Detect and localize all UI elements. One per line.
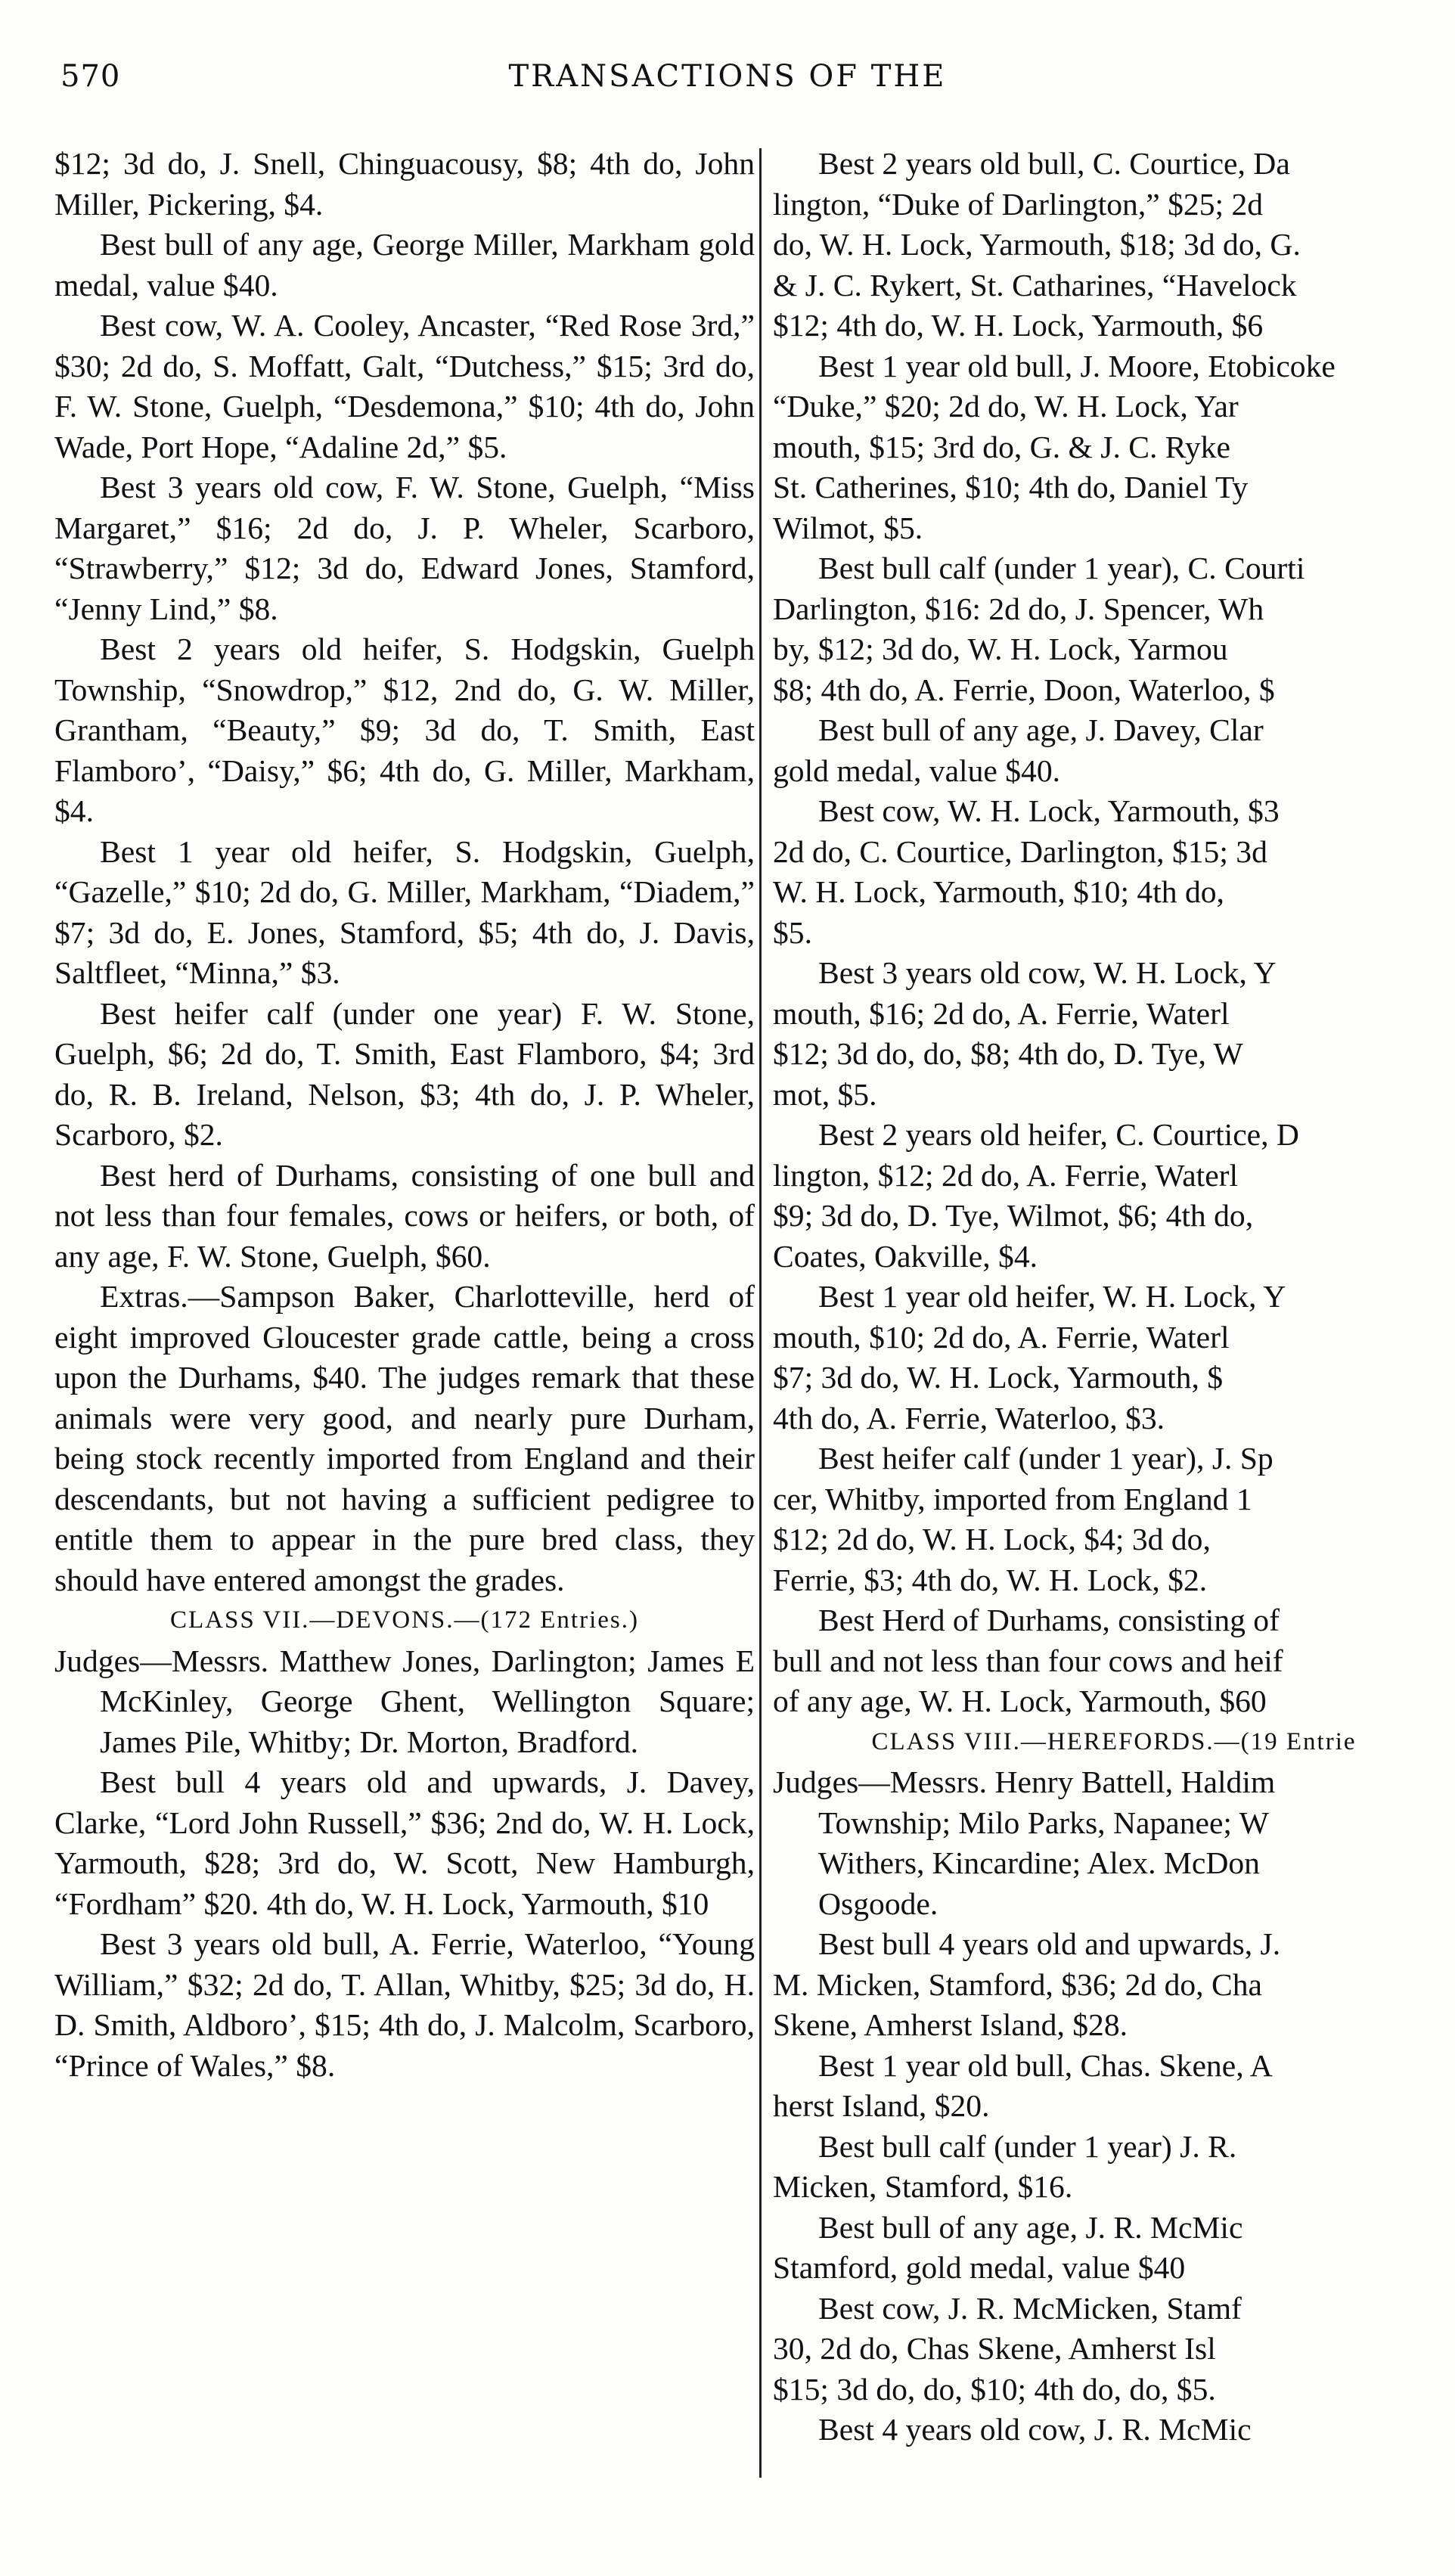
paragraph: Best cow, J. R. McMicken, Stamf <box>818 2290 1242 2326</box>
paragraph: St. Catherines, $10; 4th do, Daniel Ty <box>773 470 1249 504</box>
paragraph: $12; 4th do, W. H. Lock, Yarmouth, $6 <box>773 308 1264 343</box>
paragraph: Best bull calf (under 1 year) J. R. <box>818 2128 1237 2164</box>
paragraph: Best heifer calf (under 1 year), J. Sp <box>818 1441 1274 1476</box>
paragraph: Best 4 years old cow, J. R. McMic <box>818 2412 1252 2447</box>
paragraph: Best 2 years old heifer, S. Hodgskin, Guelph Township, “Snowdrop,” $12, 2nd do, G. W. Miller, Grantham, “Beauty,” $9; 3d do, T. Smith, East Flamboro’, “Daisy,” $6; 4th do, G. Miller, Markham, $4. <box>54 632 755 828</box>
paragraph: Darlington, $16: 2d do, J. Spencer, Wh <box>773 591 1264 626</box>
paragraph: $15; 3d do, do, $10; 4th do, do, $5. <box>773 2371 1216 2407</box>
paragraph: Best 1 year old bull, Chas. Skene, A <box>818 2047 1273 2083</box>
paragraph: W. H. Lock, Yarmouth, $10; 4th do, <box>773 874 1224 909</box>
paragraph: $8; 4th do, A. Ferrie, Doon, Waterloo, $ <box>773 672 1275 707</box>
paragraph: 30, 2d do, Chas Skene, Amherst Isl <box>773 2331 1216 2366</box>
paragraph: lington, “Duke of Darlington,” $25; 2d <box>773 186 1264 222</box>
paragraph: Best 1 year old bull, J. Moore, Etobicoke <box>818 348 1336 383</box>
paragraph: Best bull of any age, George Miller, Markham gold medal, value $40. <box>54 227 755 303</box>
column-divider <box>759 148 762 2478</box>
paragraph: of any age, W. H. Lock, Yarmouth, $60 <box>773 1684 1267 1718</box>
paragraph: Best cow, W. H. Lock, Yarmouth, $3 <box>818 793 1280 828</box>
paragraph: Judges—Messrs. Matthew Jones, Darlington; James E McKinley, George Ghent, Wellington Square; James Pile, Whitby; Dr. Morton, Bradford. <box>54 1643 755 1759</box>
paragraph: $12; 3d do, do, $8; 4th do, D. Tye, W <box>773 1036 1243 1071</box>
paragraph: $12; 3d do, J. Snell, Chinguacousy, $8; 4th do, John Miller, Pickering, $4. <box>54 146 755 222</box>
paragraph: 4th do, A. Ferrie, Waterloo, $3. <box>773 1400 1165 1435</box>
paragraph: Withers, Kincardine; Alex. McDon <box>818 1845 1260 1880</box>
paragraph: mouth, $15; 3rd do, G. & J. C. Ryke <box>773 429 1230 464</box>
paragraph: by, $12; 3d do, W. H. Lock, Yarmou <box>773 632 1228 666</box>
paragraph: M. Micken, Stamford, $36; 2d do, Cha <box>773 1966 1262 2002</box>
paragraph: Best Herd of Durhams, consisting of <box>818 1603 1280 1637</box>
paragraph: Best bull calf (under 1 year), C. Courti <box>818 551 1305 585</box>
page-number: 570 <box>60 59 121 94</box>
paragraph: do, W. H. Lock, Yarmouth, $18; 3d do, G. <box>773 227 1301 262</box>
paragraph: Extras.—Sampson Baker, Charlotteville, herd of eight improved Gloucester grade cattle, being a cross upon the Durhams, $40. The judges remark that these animals were very good, and nearly pure Durham, being stock recently imported from England and their descendants, but not having a sufficient pedigree to entitle them to appear in the pure bred class, they should have entered amongst the grades. <box>54 1279 755 1597</box>
paragraph: Best bull of any age, J. Davey, Clar <box>818 712 1264 747</box>
left-column <box>54 144 755 2503</box>
page-header <box>0 59 1455 119</box>
paragraph: Best 3 years old bull, A. Ferrie, Waterloo, “Young William,” $32; 2d do, T. Allan, Whitby, $25; 3d do, H. D. Smith, Aldboro’, $15; 4th do, J. Malcolm, Scarboro, “Prince of Wales,” $8. <box>54 1926 755 2083</box>
paragraph: “Duke,” $20; 2d do, W. H. Lock, Yar <box>773 389 1239 424</box>
paragraph: Best 3 years old cow, F. W. Stone, Guelph, “Miss Margaret,” $16; 2d do, J. P. Wheler, Scarboro, “Strawberry,” $12; 3d do, Edward Jones, Stamford, “Jenny Lind,” $8. <box>54 470 755 626</box>
paragraph: Best 2 years old heifer, C. Courtice, D <box>818 1117 1299 1152</box>
paragraph: $7; 3d do, W. H. Lock, Yarmouth, $ <box>773 1360 1224 1395</box>
right-column <box>773 144 1455 2503</box>
paragraph: Best bull 4 years old and upwards, J. Davey, Clarke, “Lord John Russell,” $36; 2nd do, W. H. Lock, Yarmouth, $28; 3rd do, W. Scott, New Hamburgh, “Fordham” $20. 4th do, W. H. Lock, Yarmouth, $10 <box>54 1764 755 1921</box>
paragraph: Judges—Messrs. Henry Battell, Haldim <box>773 1764 1276 1799</box>
paragraph: gold medal, value $40. <box>773 753 1061 788</box>
paragraph: Stamford, gold medal, value $40 <box>773 2250 1186 2285</box>
paragraph: 2d do, C. Courtice, Darlington, $15; 3d <box>773 833 1267 869</box>
paragraph: Osgoode. <box>818 1885 938 1921</box>
paragraph: Best cow, W. A. Cooley, Ancaster, “Red Rose 3rd,” $30; 2d do, S. Moffatt, Galt, “Dutchess,” $15; 3rd do, F. W. Stone, Guelph, “Desdemona,” $10; 4th do, John Wade, Port Hope, “Adaline 2d,” $5. <box>54 308 755 464</box>
paragraph: Wilmot, $5. <box>773 510 923 545</box>
paragraph: Ferrie, $3; 4th do, W. H. Lock, $2. <box>773 1562 1208 1597</box>
paragraph: lington, $12; 2d do, A. Ferrie, Waterl <box>773 1157 1239 1193</box>
paragraph: $9; 3d do, D. Tye, Wilmot, $6; 4th do, <box>773 1198 1254 1233</box>
paragraph: herst Island, $20. <box>773 2088 990 2123</box>
class-heading: CLASS VIII.—HEREFORDS.—(19 Entrie <box>871 1727 1357 1755</box>
paragraph: $12; 2d do, W. H. Lock, $4; 3d do, <box>773 1522 1211 1556</box>
paragraph: Coates, Oakville, $4. <box>773 1238 1038 1274</box>
paragraph: mouth, $16; 2d do, A. Ferrie, Waterl <box>773 995 1230 1031</box>
paragraph: bull and not less than four cows and heif <box>773 1643 1283 1678</box>
paragraph: Best 1 year old heifer, S. Hodgskin, Guelph, “Gazelle,” $10; 2d do, G. Miller, Markham, “Diadem,” $7; 3d do, E. Jones, Stamford, $5; 4th do, J. Davis, Saltfleet, “Minna,” $3. <box>54 833 755 990</box>
paragraph: Best bull 4 years old and upwards, J. <box>818 1926 1281 1961</box>
paragraph: Best 2 years old bull, C. Courtice, Da <box>818 146 1290 181</box>
paragraph: Best herd of Durhams, consisting of one bull and not less than four females, cows or heifers, or both, of any age, F. W. Stone, Guelph, $60. <box>54 1157 755 1274</box>
paragraph: Skene, Amherst Island, $28. <box>773 2007 1128 2042</box>
paragraph: Best heifer calf (under one year) F. W. Stone, Guelph, $6; 2d do, T. Smith, East Flamboro, $4; 3rd do, R. B. Ireland, Nelson, $3; 4th do, J. P. Wheler, Scarboro, $2. <box>54 995 755 1152</box>
paragraph: Best 1 year old heifer, W. H. Lock, Y <box>818 1279 1286 1314</box>
paragraph: Township; Milo Parks, Napanee; W <box>818 1805 1269 1840</box>
paragraph: cer, Whitby, imported from England 1 <box>773 1481 1252 1516</box>
paragraph: Best bull of any age, J. R. McMic <box>818 2209 1243 2245</box>
paragraph: Best 3 years old cow, W. H. Lock, Y <box>818 955 1277 990</box>
paragraph: mot, $5. <box>773 1076 877 1112</box>
paragraph: $5. <box>773 914 812 950</box>
paragraph: mouth, $10; 2d do, A. Ferrie, Waterl <box>773 1319 1230 1355</box>
paragraph: & J. C. Rykert, St. Catharines, “Havelock <box>773 267 1297 303</box>
class-heading: CLASS VII.—DEVONS.—(172 Entries.) <box>170 1606 639 1634</box>
running-title: TRANSACTIONS OF THE <box>508 59 947 94</box>
paragraph: Micken, Stamford, $16. <box>773 2169 1073 2204</box>
